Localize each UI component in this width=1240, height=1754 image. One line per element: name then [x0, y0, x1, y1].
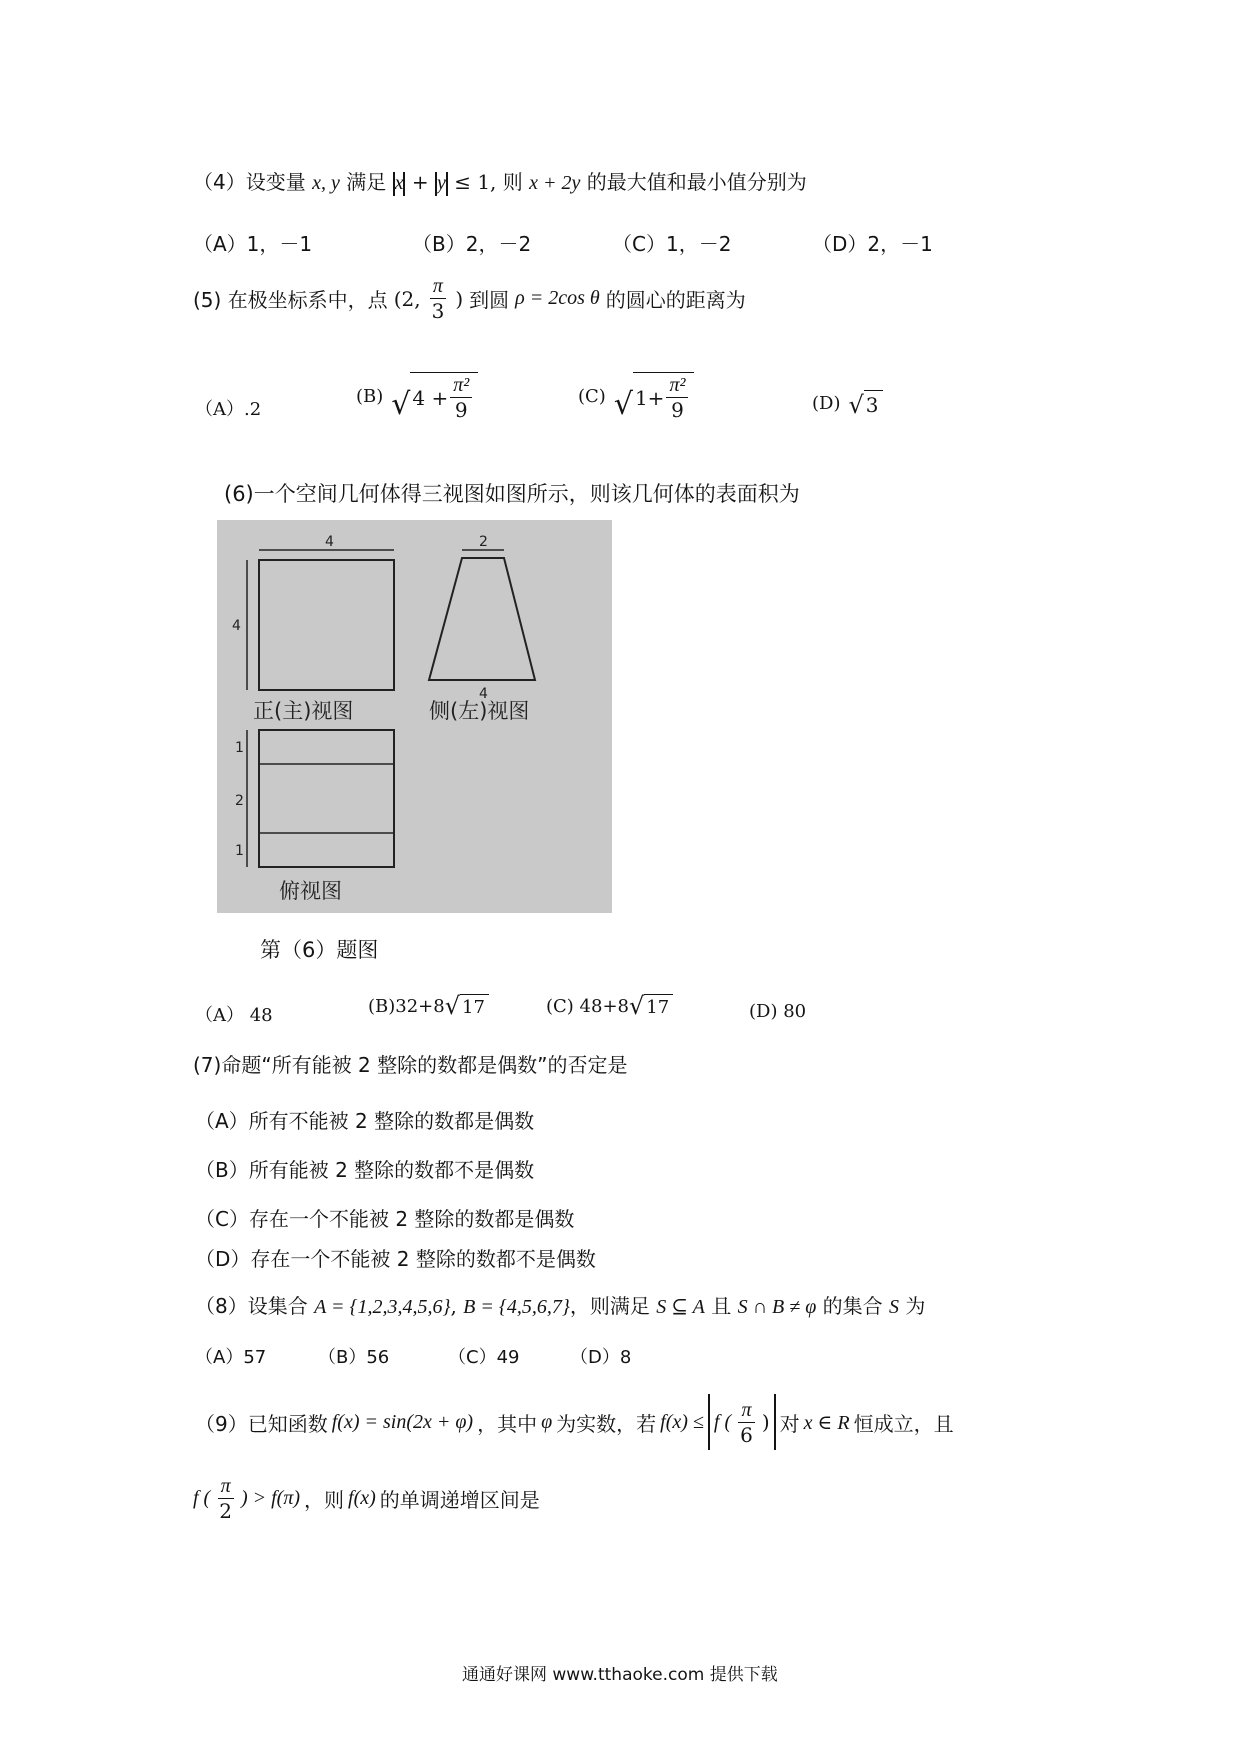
q4-option-c: （C）1，－2	[612, 232, 732, 256]
q9-line2-fx: f(x)	[348, 1487, 376, 1509]
q5-point-frac	[429, 276, 448, 321]
q6-option-b-rad: 17	[460, 994, 489, 1018]
q9-abs-den: 6	[740, 1422, 753, 1447]
q9-abs-frac	[737, 1400, 756, 1445]
q6-three-view-figure	[217, 520, 612, 913]
q7-option-a: （A）所有不能被 2 整除的数都是偶数	[195, 1109, 535, 1133]
q9-stem	[195, 1394, 954, 1450]
q8-option-a: （A）57	[195, 1347, 267, 1368]
q5-option-d-sqrt: √ 3	[848, 390, 882, 417]
q9-holds: 恒成立，且	[853, 1411, 954, 1436]
q5-option-b-sqrt: √ 4 + $\frac{\text{π²}}{9}$	[391, 372, 478, 420]
front-width-dim: 4	[325, 534, 334, 550]
q6-option-c-rad: 17	[644, 994, 673, 1018]
q9-line2-ask: 的单调递增区间是	[379, 1488, 540, 1512]
q6-option-c	[546, 994, 673, 1018]
q9-line2-num: π	[218, 1476, 234, 1499]
side-bottom-dim: 4	[479, 686, 488, 702]
q9-real: 为实数，若	[556, 1411, 657, 1436]
q8-is: 为	[905, 1294, 926, 1318]
q5-option-c-int: 1+	[634, 385, 665, 410]
q4-cond-y: y	[436, 172, 446, 194]
q9-abs-f: f (	[713, 1410, 732, 1433]
q5-option-c-sqrt: √ 1+ $\frac{\text{π²}}{9}$	[614, 372, 695, 420]
q6-option-c-pre: (C) 48+8	[546, 995, 629, 1017]
side-view-label: 侧(左)视图	[429, 699, 530, 723]
q9-func: f(x) = sin(2x + φ)	[331, 1410, 474, 1433]
front-view-label: 正(主)视图	[253, 699, 354, 723]
q5-point-num: π	[430, 276, 446, 299]
q8-stem	[195, 1290, 925, 1319]
q5-option-d-rad: 3	[864, 390, 883, 417]
q8-label: （8）设集合	[195, 1294, 308, 1318]
q9-line2-f: f (	[193, 1487, 211, 1509]
q9-line2-rest: ) > f(π)	[240, 1487, 301, 1509]
front-view-rect	[259, 560, 394, 690]
q8-mid: ，则满足	[569, 1294, 650, 1318]
q5-point-close: )	[455, 286, 464, 311]
q5-point-open: (2,	[393, 286, 421, 311]
q9-line2-den: 2	[219, 1499, 232, 1523]
q8-comma: ,	[450, 1294, 457, 1318]
q4-ask: 的最大值和最小值分别为	[586, 170, 807, 194]
q9-line2-then: ，则	[304, 1488, 345, 1512]
q5-option-b-num: π²	[450, 375, 472, 398]
q5-option-b-label: (B)	[356, 385, 384, 407]
q7-option-c: （C）存在一个不能被 2 整除的数都是偶数	[195, 1207, 575, 1231]
q4-then: 则	[502, 170, 523, 194]
q5-option-c-num: π²	[666, 375, 688, 398]
q4-option-d: （D）2，－1	[812, 232, 933, 256]
q8-and: 且	[711, 1294, 732, 1318]
q5-eq: ρ = 2cos θ	[515, 287, 600, 309]
front-height-dim: 4	[232, 618, 241, 634]
q5-option-d-label: (D)	[812, 393, 841, 414]
q8-option-c: （C）49	[448, 1347, 520, 1368]
q6-caption: 第（6）题图	[260, 938, 379, 962]
q9-line2-frac	[216, 1476, 235, 1521]
top-dim-3: 1	[235, 843, 244, 859]
top-dim-2: 2	[235, 793, 244, 809]
q6-figure-svg	[217, 520, 612, 913]
q4-label: （4）设变量	[193, 170, 306, 194]
q4-cond-plus: +	[411, 170, 429, 194]
q7-option-b: （B）所有能被 2 整除的数都不是偶数	[195, 1158, 535, 1182]
q8-set-a: A = {1,2,3,4,5,6}	[314, 1296, 451, 1318]
q4-cond-rest: ≤ 1,	[454, 170, 497, 194]
q9-line2	[193, 1476, 540, 1521]
q5-option-c-den: 9	[671, 398, 684, 422]
q8-cond1: S ⊆ A	[656, 1296, 705, 1318]
q9-fx: f(x) ≤	[660, 1410, 704, 1433]
q8-s: S	[889, 1296, 900, 1318]
q4-option-b: （B）2，－2	[412, 232, 532, 256]
q5-option-d	[812, 390, 883, 417]
q5-option-c-label: (C)	[578, 385, 606, 407]
q6-option-b	[368, 994, 489, 1018]
q4-expr: x + 2y	[529, 172, 581, 194]
page-footer: 通通好课网 www.tthaoke.com 提供下载	[462, 1665, 778, 1685]
q9-phi: φ	[541, 1410, 553, 1433]
q4-vars: x, y	[312, 172, 340, 194]
q9-abs-num: π	[738, 1400, 754, 1423]
q8-set-b: B = {4,5,6,7}	[463, 1296, 570, 1318]
q6-option-d: (D) 80	[749, 1001, 807, 1022]
q8-cond2: S ∩ B ≠ φ	[737, 1296, 817, 1318]
top-view-label: 俯视图	[279, 879, 342, 903]
q4-cond-x: x	[394, 172, 404, 194]
q4-cond-text: 满足	[346, 170, 387, 194]
q8-option-b: （B）56	[318, 1347, 390, 1368]
q5-to: 到圆	[469, 288, 510, 312]
q6-option-c-sqrt: √ 17	[629, 994, 673, 1018]
q9-domain: x ∈ R	[803, 1411, 850, 1434]
q5-point-den: 3	[431, 299, 445, 323]
q9-mid: ，其中	[477, 1411, 538, 1436]
q5-label: (5) 在极坐标系中，点	[193, 288, 388, 312]
q9-abs-close: )	[761, 1410, 770, 1434]
q5-option-b-int: 4 +	[412, 385, 449, 410]
q4-stem	[193, 166, 807, 196]
side-view-trapezoid	[429, 558, 535, 680]
q8-option-d: （D）8	[570, 1347, 632, 1368]
q6-stem: (6)一个空间几何体得三视图如图所示，则该几何体的表面积为	[224, 482, 800, 506]
q8-ask: 的集合	[822, 1294, 883, 1318]
q9-label: （9）已知函数	[195, 1411, 328, 1436]
q5-stem	[193, 276, 746, 321]
q6-option-b-sqrt: √ 17	[445, 994, 489, 1018]
top-dim-1: 1	[235, 740, 244, 756]
q4-option-a: （A）1，－1	[193, 232, 313, 256]
q7-stem: (7)命题“所有能被 2 整除的数都是偶数”的否定是	[193, 1053, 628, 1077]
q7-option-d: （D）存在一个不能被 2 整除的数都不是偶数	[195, 1247, 596, 1271]
q5-option-b	[356, 372, 478, 420]
q6-option-b-pre: (B)32+8	[368, 995, 445, 1017]
q5-option-c	[578, 372, 694, 420]
q9-for: 对	[779, 1411, 800, 1436]
q5-option-b-den: 9	[454, 398, 468, 422]
top-view-rect	[259, 730, 394, 867]
q5-ask: 的圆心的距离为	[605, 288, 746, 312]
side-top-dim: 2	[479, 534, 488, 550]
q6-option-a: （A） 48	[195, 1005, 273, 1026]
q5-option-a: （A）.2	[195, 399, 262, 420]
